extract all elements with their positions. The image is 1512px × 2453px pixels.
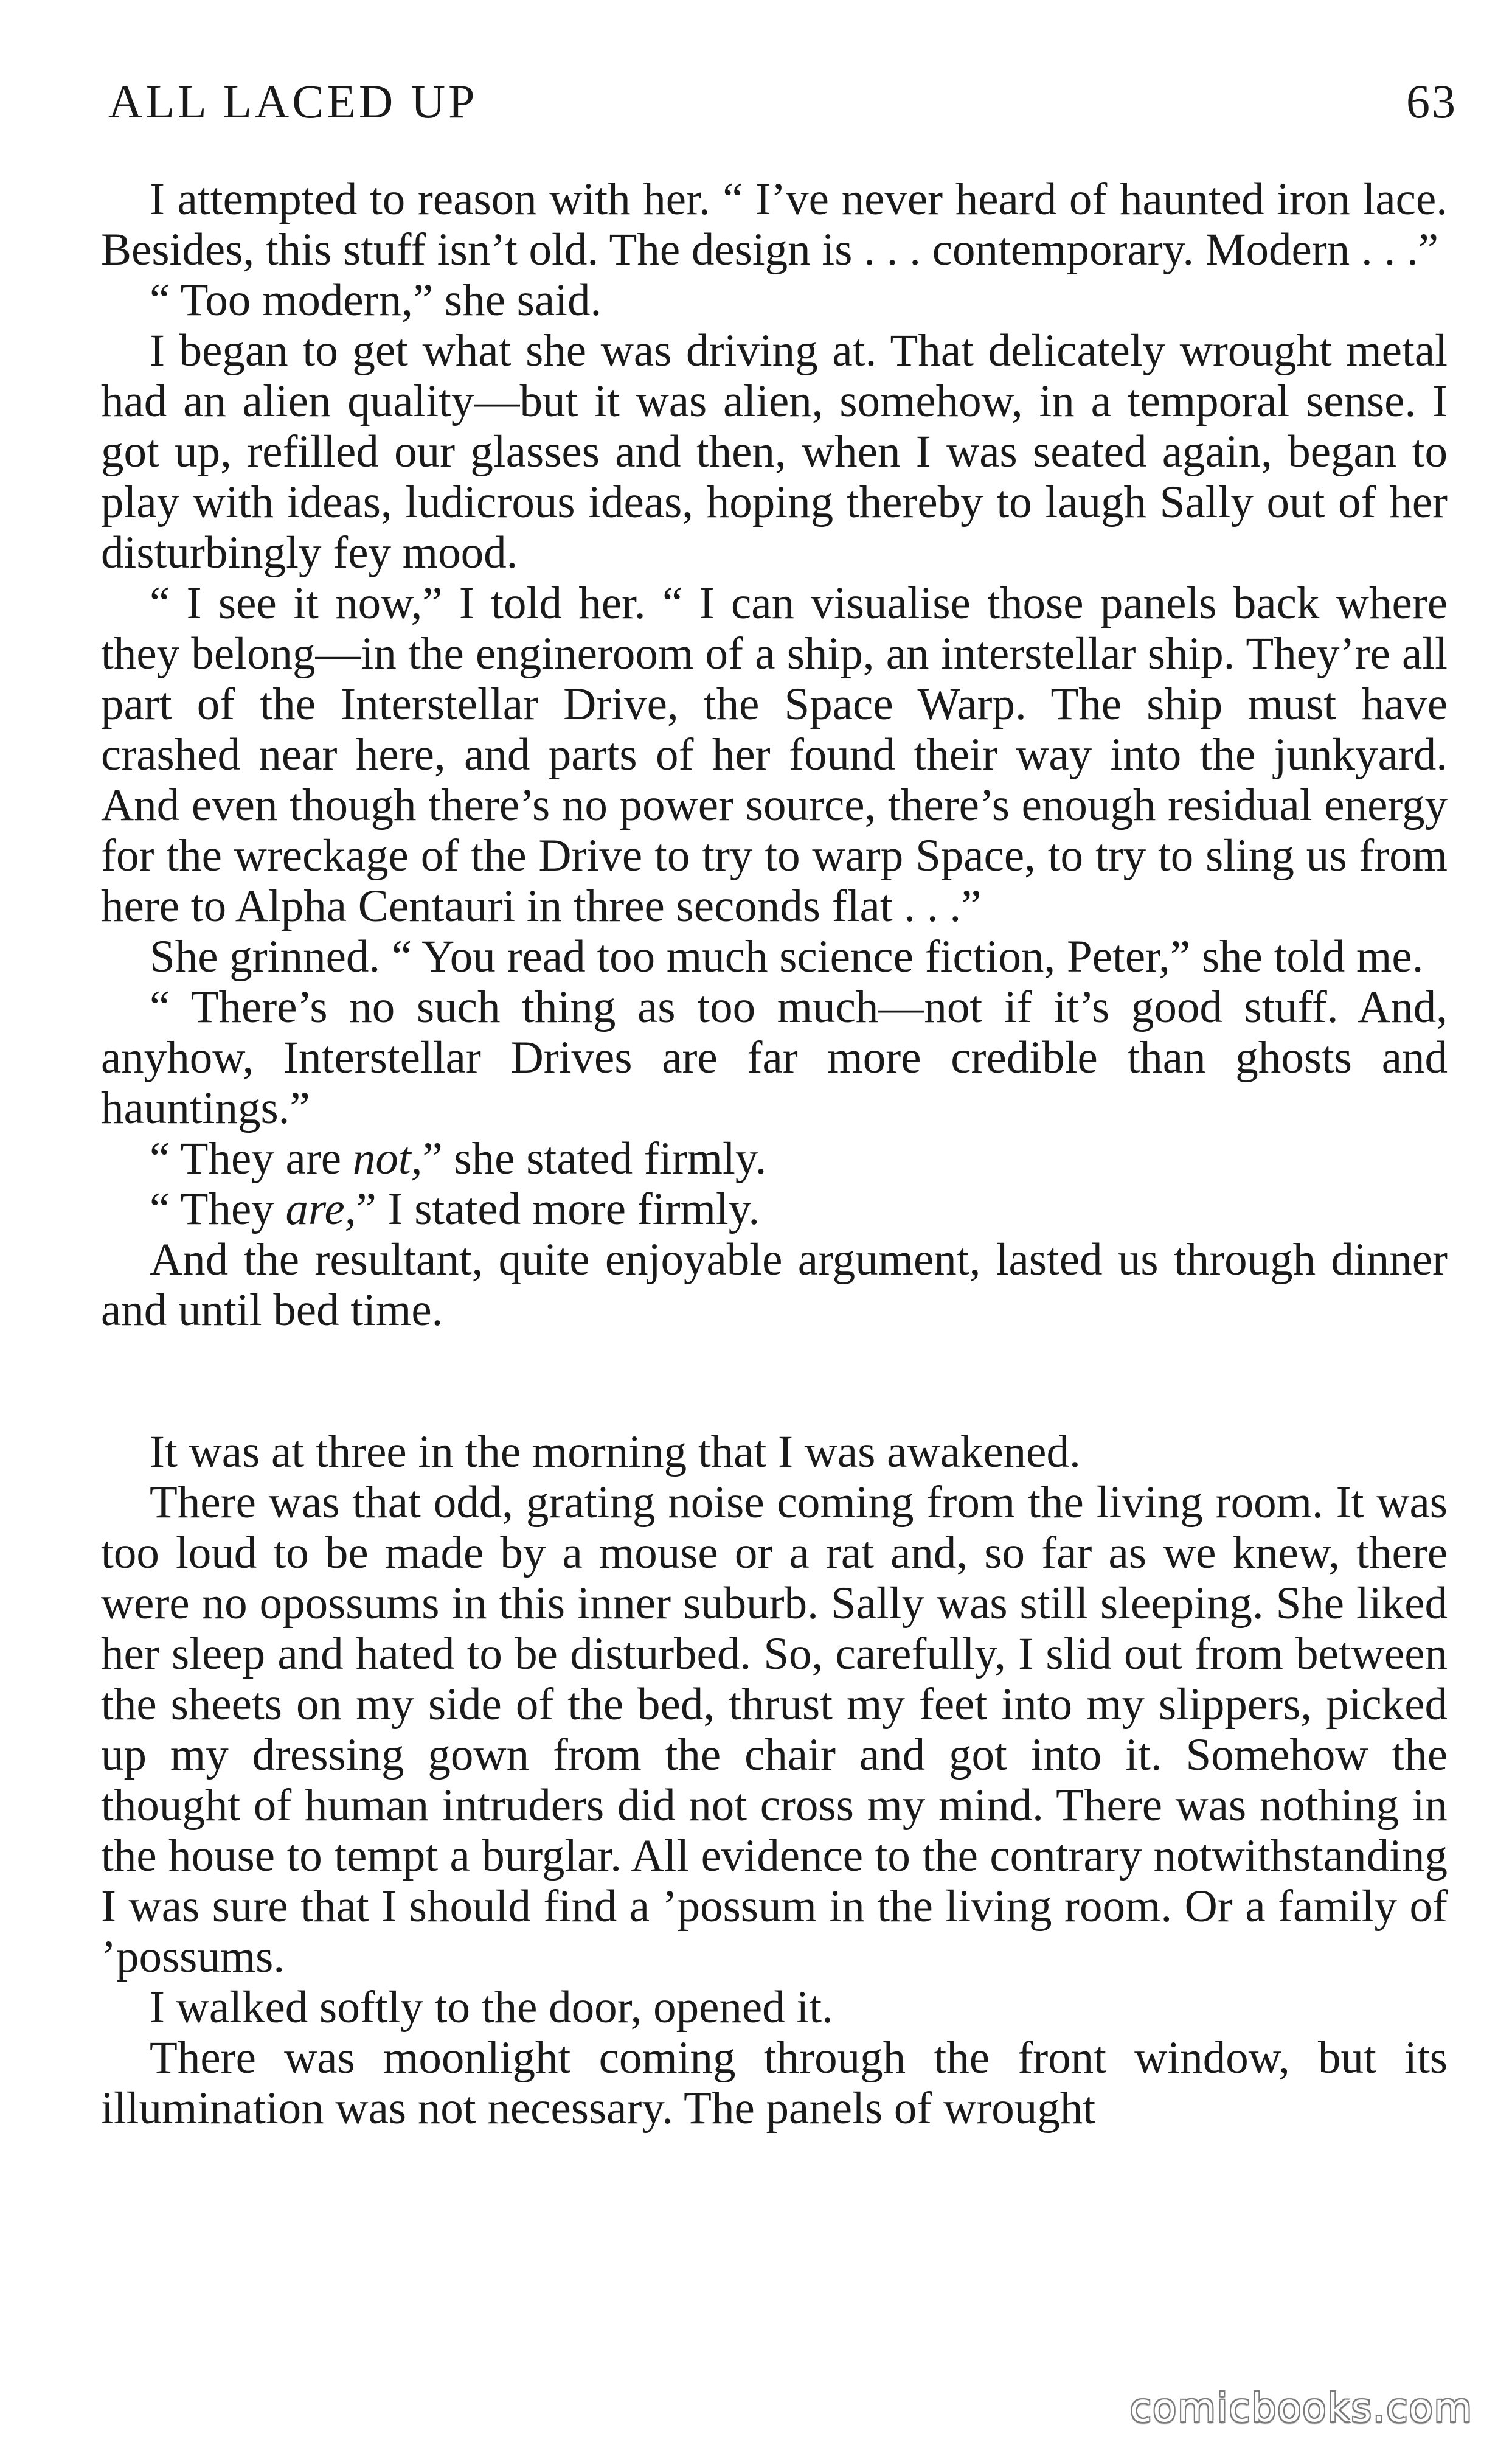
emphasis-text: are, xyxy=(285,1184,356,1234)
body-text xyxy=(101,174,1448,2134)
dialogue-text: “ They xyxy=(150,1184,286,1234)
paragraph: “ I see it now,” I told her. “ I can visualise those panels back where they belong—in the engineroom of a ship, an interstellar ship. They’re all part of the Interstellar Drive, the Space Warp. The ship must have crashed near here, and parts of her found their way into the junkyard. And even though there’s no power source, there’s enough residual energy for the wreckage of the Drive to try to warp Space, to try to sling us from here to Alpha Centauri in three seconds flat . . .” xyxy=(101,578,1448,931)
paragraph: There was moonlight coming through the front window, but its illumination was not necessary. The panels of wrought xyxy=(101,2033,1448,2134)
paragraph: I began to get what she was driving at. That delicately wrought metal had an alien quality—but it was alien, somehow, in a temporal sense. I got up, refilled our glasses and then, when I was seated again, began to play with ideas, ludicrous ideas, hoping thereby to laugh Sally out of her disturbingly fey mood. xyxy=(101,325,1448,578)
site-watermark: comicbooks.com xyxy=(1129,2386,1473,2431)
paragraph: “ There’s no such thing as too much—not if it’s good stuff. And, anyhow, Interstellar Drives are far more credible than ghosts and hauntings.” xyxy=(101,982,1448,1133)
paragraph: And the resultant, quite enjoyable argument, lasted us through dinner and until bed time. xyxy=(101,1234,1448,1335)
paragraph: There was that odd, grating noise coming from the living room. It was too loud to be made by a mouse or a rat and, so far as we knew, there were no opossums in this inner suburb. Sally was still sleeping. She liked her sleep and hated to be disturbed. So, carefully, I slid out from between the sheets on my side of the bed, thrust my feet into my slippers, picked up my dressing gown from the chair and got into it. Somehow the thought of human intruders did not cross my mind. There was nothing in the house to tempt a burglar. All evidence to the contrary notwithstanding I was sure that I should find a ’possum in the living room. Or a family of ’possums. xyxy=(101,1477,1448,1982)
emphasis-text: not, xyxy=(352,1133,423,1184)
paragraph: It was at three in the morning that I was awakened. xyxy=(150,1427,1081,1477)
paragraph-they-are-not xyxy=(101,1133,1448,1184)
section-break xyxy=(101,1335,1448,1427)
paragraph: “ Too modern,” she said. xyxy=(150,275,602,325)
page-number: 63 xyxy=(1406,75,1457,128)
dialogue-text: ” she stated firmly. xyxy=(422,1133,767,1184)
dialogue-text: “ They are xyxy=(150,1133,353,1184)
running-title: ALL LACED UP xyxy=(108,75,478,128)
paragraph: I walked softly to the door, opened it. xyxy=(150,1982,833,2033)
dialogue-text: ” I stated more firmly. xyxy=(356,1184,760,1234)
paragraph: I attempted to reason with her. “ I’ve never heard of haunted iron lace. Besides, this stuff isn’t old. The design is . . . contemporary. Modern . . .” xyxy=(101,174,1448,275)
paragraph: She grinned. “ You read too much science fiction, Peter,” she told me. xyxy=(150,931,1424,982)
running-head xyxy=(108,75,1457,145)
paragraph-they-are xyxy=(101,1184,1448,1234)
